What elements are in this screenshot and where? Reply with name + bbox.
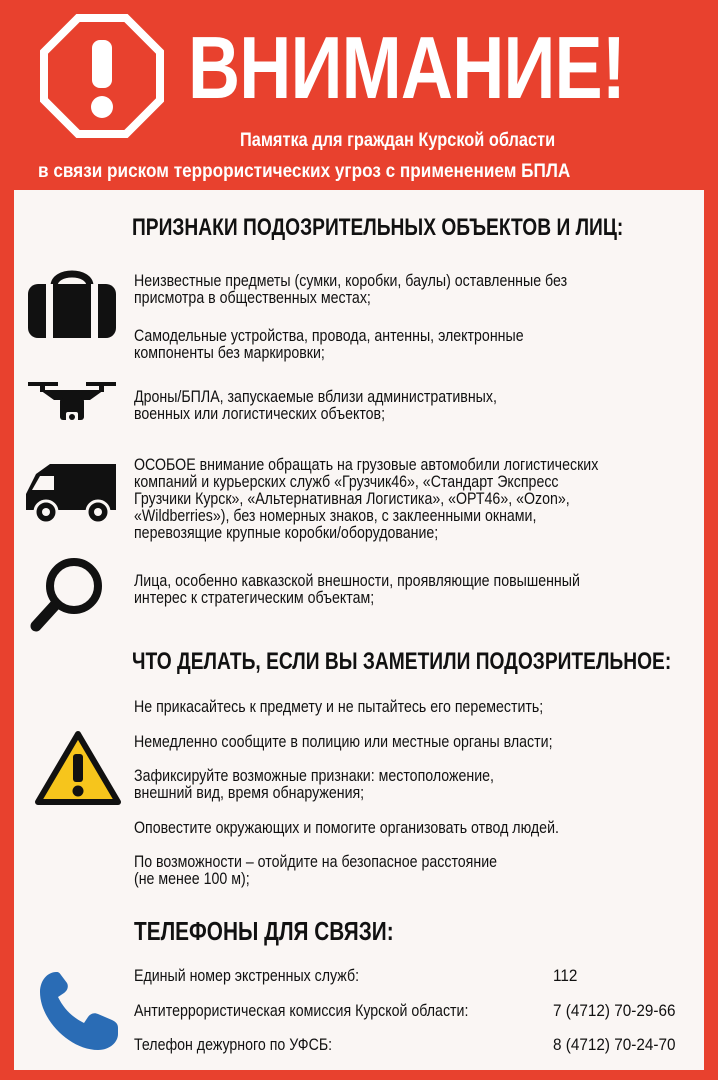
signs-item-4: ОСОБОЕ внимание обращать на грузовые автомобили логистических компаний и курьерских служб «Грузчик46», «Стандарт Экспресс Грузчики Курск», «Альтернативная Логистика», «ОРТ46», «Ozon», «Wildberries»), без номерных знаков, с заклеенными окнами, перевозящие крупные коробки/оборудование; [134,456,599,542]
page-title: ВНИМАНИЕ! [188,18,626,117]
truck-icon [20,460,120,524]
actions-item-1: Не прикасайтесь к предмету и не пытайтесь его переместить; [134,698,544,716]
phone-row-1-label: Единый номер экстренных служб: [134,967,360,985]
phone-row-1-number: 112 [553,966,578,985]
phone-row-2-label: Антитеррористическая комиссия Курской области: [134,1002,469,1020]
warning-triangle-icon [34,730,122,808]
phones-heading: ТЕЛЕФОНЫ ДЛЯ СВЯЗИ: [134,916,394,946]
actions-heading: ЧТО ДЕЛАТЬ, ЕСЛИ ВЫ ЗАМЕТИЛИ ПОДОЗРИТЕЛЬНОЕ: [132,648,672,675]
signs-item-5: Лица, особенно кавказской внешности, проявляющие повышенный интерес к стратегическим объектам; [134,572,580,607]
magnifier-icon [28,556,108,634]
drone-icon [26,376,118,428]
actions-item-4: Оповестите окружающих и помогите организовать отвод людей. [134,819,559,837]
actions-item-2: Немедленно сообщите в полицию или местные органы власти; [134,733,553,751]
signs-item-2: Самодельные устройства, провода, антенны, электронные компоненты без маркировки; [134,327,524,362]
signs-item-3: Дроны/БПЛА, запускаемые вблизи административных, военных или логистических объектов; [134,388,497,423]
signs-item-1: Неизвестные предметы (сумки, коробки, баулы) оставленные без присмотра в общественных местах; [134,272,568,307]
phone-row-2-number: 7 (4712) 70-29-66 [553,1001,676,1020]
subtitle-line-2: в связи риском террористических угроз с применением БПЛА [38,160,571,182]
signs-heading: ПРИЗНАКИ ПОДОЗРИТЕЛЬНЫХ ОБЪЕКТОВ И ЛИЦ: [132,214,624,241]
phone-icon [34,966,124,1056]
actions-item-3: Зафиксируйте возможные признаки: местоположение, внешний вид, время обнаружения; [134,767,495,802]
bag-icon [24,268,120,340]
phone-row-3-number: 8 (4712) 70-24-70 [553,1035,676,1054]
stop-warning-icon [40,14,164,138]
phone-row-3-label: Телефон дежурного по УФСБ: [134,1036,333,1054]
subtitle-line-1: Памятка для граждан Курской области [240,130,556,151]
actions-item-5: По возможности – отойдите на безопасное расстояние (не менее 100 м); [134,853,498,888]
